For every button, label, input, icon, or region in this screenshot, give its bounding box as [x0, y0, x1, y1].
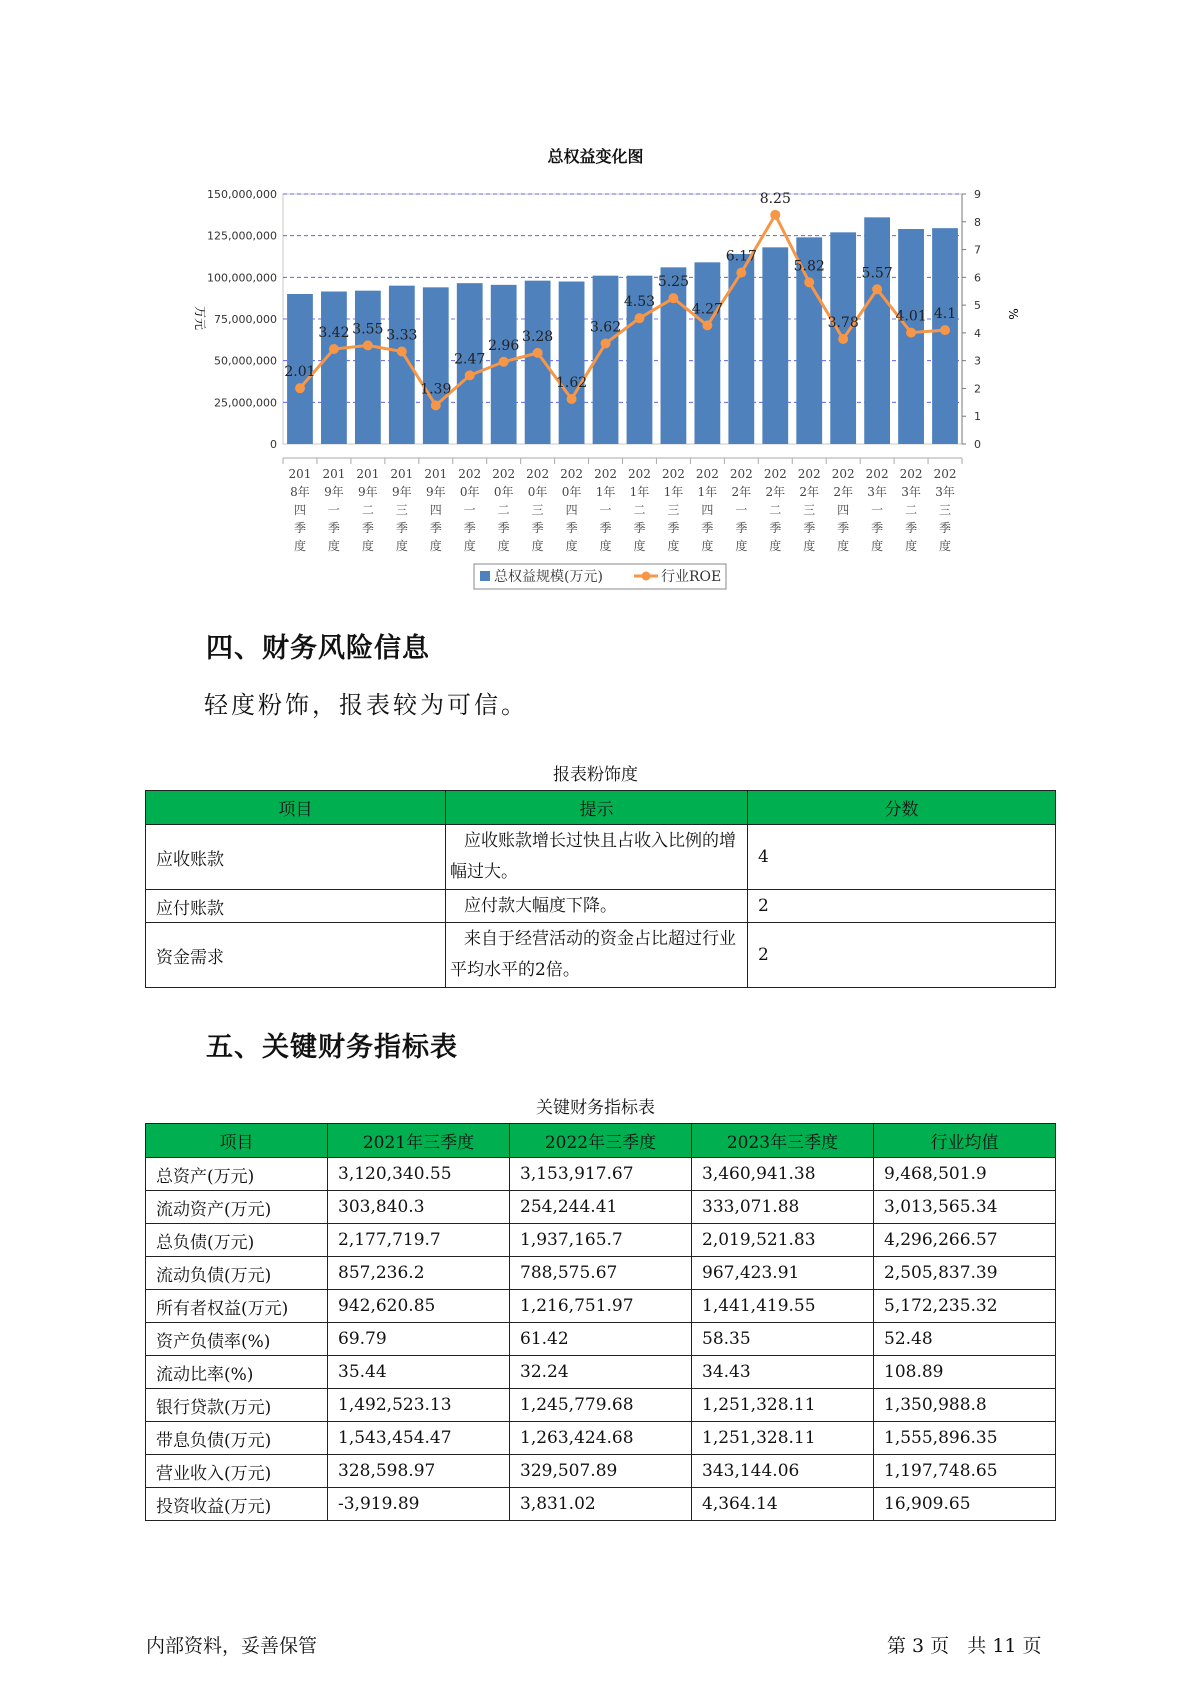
equity-bar	[525, 281, 551, 444]
x-tick-label: 202 2年四季度	[831, 467, 855, 553]
risk-header-score: 分数	[748, 791, 1056, 825]
kpi-header: 2023年三季度	[692, 1124, 874, 1158]
y-left-tick-label: 150,000,000	[207, 188, 277, 201]
x-tick-label: 202 2年三季度	[797, 467, 821, 553]
x-tick-label: 202 0年四季度	[560, 467, 584, 553]
kpi-value: 2,177,719.7	[328, 1224, 510, 1257]
y-right-tick-label: 0	[974, 438, 981, 451]
roe-data-label: 2.01	[284, 364, 316, 381]
kpi-value: 5,172,235.32	[874, 1290, 1056, 1323]
section4-heading: 四、财务风险信息	[206, 633, 430, 664]
kpi-value: 1,216,751.97	[510, 1290, 692, 1323]
risk-item: 应收账款	[146, 825, 446, 890]
roe-data-label: 1.62	[555, 375, 588, 391]
risk-summary: 轻度粉饰，报表较为可信。	[204, 691, 528, 719]
kpi-item: 总负债(万元)	[146, 1224, 328, 1257]
kpi-value: 4,296,266.57	[874, 1224, 1056, 1257]
kpi-value: 1,263,424.68	[510, 1422, 692, 1455]
roe-data-label: 2.96	[488, 337, 520, 354]
roe-point	[363, 340, 373, 350]
table-row	[146, 923, 1056, 988]
risk-hint: 应收账款增长过快且占收入比例的增幅过大。	[446, 825, 748, 890]
roe-data-label: 4.53	[623, 294, 656, 311]
x-tick-label: 202 1年四季度	[695, 467, 719, 553]
roe-point	[702, 320, 712, 330]
roe-point	[668, 293, 678, 303]
risk-header-hint: 提示	[446, 791, 748, 825]
y-left-tick-label: 50,000,000	[214, 354, 277, 368]
roe-point	[872, 284, 882, 294]
kpi-value: 16,909.65	[874, 1488, 1056, 1521]
y-right-tick-label: 1	[974, 410, 981, 424]
roe-data-label: 3.62	[589, 319, 622, 336]
roe-point	[329, 344, 339, 354]
roe-point	[295, 383, 305, 393]
legend-bar-label: 总权益规模(万元)	[494, 569, 603, 585]
kpi-item: 银行贷款(万元)	[146, 1389, 328, 1422]
x-tick-label: 202 0年二季度	[492, 467, 516, 553]
risk-header-item: 项目	[146, 791, 446, 825]
kpi-value: 788,575.67	[510, 1257, 692, 1290]
table-row	[146, 1290, 1056, 1323]
kpi-value: 1,492,523.13	[328, 1389, 510, 1422]
y-right-axis-title: %	[1006, 308, 1020, 320]
kpi-value: 34.43	[692, 1356, 874, 1389]
kpi-header: 2021年三季度	[328, 1124, 510, 1158]
roe-data-label: 4.1	[933, 306, 957, 323]
x-tick-label: 202 2年二季度	[763, 467, 787, 553]
kpi-value: 333,071.88	[692, 1191, 874, 1224]
y-right-tick-label: 8	[974, 215, 981, 229]
table-row	[146, 1356, 1056, 1389]
kpi-value: 52.48	[874, 1323, 1056, 1356]
roe-point	[465, 370, 475, 380]
kpi-value: 9,468,501.9	[874, 1158, 1056, 1191]
y-right-tick-label: 6	[974, 271, 981, 285]
x-tick-label: 202 2年一季度	[729, 467, 753, 553]
x-tick-label: 202 1年一季度	[594, 467, 617, 553]
equity-bar	[355, 291, 381, 444]
table-row	[146, 1224, 1056, 1257]
y-left-tick-label: 75,000,000	[214, 313, 277, 326]
y-right-tick-label: 7	[974, 243, 981, 257]
kpi-value: 1,251,328.11	[692, 1422, 874, 1455]
kpi-value: -3,919.89	[328, 1488, 510, 1521]
equity-bar	[423, 287, 449, 444]
kpi-header: 2022年三季度	[510, 1124, 692, 1158]
kpi-value: 1,441,419.55	[692, 1290, 874, 1323]
kpi-value: 58.35	[692, 1323, 874, 1356]
roe-data-label: 3.55	[352, 321, 384, 338]
table-row	[146, 1455, 1056, 1488]
kpi-value: 857,236.2	[328, 1257, 510, 1290]
kpi-item: 投资收益(万元)	[146, 1488, 328, 1521]
kpi-item: 所有者权益(万元)	[146, 1290, 328, 1323]
kpi-value: 108.89	[874, 1356, 1056, 1389]
risk-item: 资金需求	[146, 923, 446, 988]
kpi-item: 资产负债率(%)	[146, 1323, 328, 1356]
table-row	[146, 890, 1056, 923]
kpi-value: 1,197,748.65	[874, 1455, 1056, 1488]
kpi-value: 942,620.85	[328, 1290, 510, 1323]
kpi-item: 流动资产(万元)	[146, 1191, 328, 1224]
kpi-value: 2,019,521.83	[692, 1224, 874, 1257]
kpi-item: 流动负债(万元)	[146, 1257, 328, 1290]
kpi-value: 1,350,988.8	[874, 1389, 1056, 1422]
x-tick-label: 202 0年三季度	[526, 467, 550, 553]
kpi-value: 1,555,896.35	[874, 1422, 1056, 1455]
roe-point	[634, 313, 644, 323]
equity-bar	[694, 262, 720, 444]
y-left-axis-title: 万元	[193, 305, 207, 331]
roe-data-label: 4.01	[895, 308, 927, 325]
x-tick-label: 201 9年二季度	[356, 467, 380, 553]
y-right-tick-label: 3	[974, 354, 981, 368]
risk-table-caption: 报表粉饰度	[553, 765, 638, 785]
kpi-value: 3,460,941.38	[692, 1158, 874, 1191]
roe-data-label: 3.28	[522, 328, 554, 345]
roe-point	[906, 328, 916, 338]
roe-data-label: 1.39	[420, 381, 452, 398]
legend-line-label: 行业ROE	[661, 569, 722, 585]
roe-point	[431, 400, 441, 410]
footer-note: 内部资料，妥善保管	[146, 1635, 318, 1657]
risk-hint: 应付款大幅度下降。	[446, 890, 748, 923]
kpi-item: 带息负债(万元)	[146, 1422, 328, 1455]
equity-bar	[728, 254, 754, 444]
kpi-item: 流动比率(%)	[146, 1356, 328, 1389]
kpi-item: 营业收入(万元)	[146, 1455, 328, 1488]
roe-data-label: 3.42	[318, 325, 350, 341]
equity-bar	[932, 228, 958, 444]
y-left-tick-label: 25,000,000	[214, 396, 277, 410]
y-right-tick-label: 4	[974, 326, 981, 340]
roe-data-label: 8.25	[759, 190, 791, 207]
roe-data-label: 2.47	[454, 351, 486, 368]
kpi-value: 32.24	[510, 1356, 692, 1389]
roe-data-label: 3.78	[827, 315, 859, 331]
table-row	[146, 1158, 1056, 1191]
kpi-value: 1,543,454.47	[328, 1422, 510, 1455]
equity-chart	[0, 0, 1191, 600]
kpi-value: 967,423.91	[692, 1257, 874, 1290]
y-left-tick-label: 125,000,000	[207, 229, 277, 243]
roe-point	[499, 357, 509, 367]
kpi-table	[145, 1123, 1056, 1521]
y-left-tick-label: 100,000,000	[207, 271, 277, 285]
y-left-tick-label: 0	[270, 438, 277, 451]
risk-hint: 来自于经营活动的资金占比超过行业平均水平的2倍。	[446, 923, 748, 988]
table-row	[146, 1389, 1056, 1422]
kpi-table-caption: 关键财务指标表	[536, 1098, 655, 1118]
roe-point	[567, 394, 577, 404]
kpi-value: 1,251,328.11	[692, 1389, 874, 1422]
risk-score: 4	[748, 825, 1056, 890]
legend-line-marker	[642, 572, 651, 581]
x-tick-label: 202 1年二季度	[628, 467, 651, 553]
roe-data-label: 5.57	[861, 265, 893, 282]
kpi-value: 303,840.3	[328, 1191, 510, 1224]
x-tick-label: 201 8年四季度	[288, 467, 312, 553]
roe-point	[838, 334, 848, 344]
kpi-value: 1,245,779.68	[510, 1389, 692, 1422]
kpi-value: 1,937,165.7	[510, 1224, 692, 1257]
table-row	[146, 1257, 1056, 1290]
table-row	[146, 1422, 1056, 1455]
kpi-value: 343,144.06	[692, 1455, 874, 1488]
x-tick-label: 202 1年三季度	[661, 467, 685, 553]
kpi-value: 3,153,917.67	[510, 1158, 692, 1191]
kpi-value: 4,364.14	[692, 1488, 874, 1521]
roe-point	[940, 325, 950, 335]
table-row	[146, 1488, 1056, 1521]
kpi-value: 69.79	[328, 1323, 510, 1356]
kpi-value: 3,013,565.34	[874, 1191, 1056, 1224]
kpi-value: 3,120,340.55	[328, 1158, 510, 1191]
x-tick-label: 202 0年一季度	[458, 467, 482, 553]
risk-score: 2	[748, 923, 1056, 988]
kpi-value: 3,831.02	[510, 1488, 692, 1521]
table-row	[146, 1323, 1056, 1356]
kpi-value: 254,244.41	[510, 1191, 692, 1224]
roe-point	[804, 277, 814, 287]
x-tick-label: 202 3年三季度	[933, 467, 957, 553]
kpi-value: 61.42	[510, 1323, 692, 1356]
roe-data-label: 4.27	[691, 301, 723, 318]
kpi-value: 329,507.89	[510, 1455, 692, 1488]
kpi-value: 328,598.97	[328, 1455, 510, 1488]
equity-bar	[559, 282, 585, 445]
equity-bar	[321, 292, 347, 445]
legend-bar-swatch	[480, 571, 490, 581]
equity-bar	[864, 217, 890, 444]
roe-point	[601, 338, 611, 348]
y-right-tick-label: 2	[974, 382, 981, 396]
roe-data-label: 3.33	[386, 327, 418, 344]
x-tick-label: 201 9年三季度	[390, 467, 414, 553]
roe-data-label: 6.17	[725, 248, 757, 265]
roe-data-label: 5.25	[657, 274, 690, 291]
table-row	[146, 1191, 1056, 1224]
kpi-header: 行业均值	[874, 1124, 1056, 1158]
roe-point	[770, 210, 780, 220]
roe-point	[533, 348, 543, 358]
section5-heading: 五、关键财务指标表	[206, 1032, 458, 1063]
roe-data-label: 5.82	[793, 258, 825, 275]
kpi-item: 总资产(万元)	[146, 1158, 328, 1191]
risk-item: 应付账款	[146, 890, 446, 923]
equity-bar	[762, 247, 788, 444]
page-number: 第 3 页 共 11 页	[887, 1635, 1042, 1657]
y-right-tick-label: 9	[974, 188, 981, 201]
roe-point	[397, 347, 407, 357]
kpi-header: 项目	[146, 1124, 328, 1158]
y-right-tick-label: 5	[974, 299, 981, 313]
x-tick-label: 201 9年一季度	[322, 467, 346, 553]
table-row	[146, 825, 1056, 890]
x-tick-label: 202 3年一季度	[865, 467, 889, 553]
risk-score: 2	[748, 890, 1056, 923]
kpi-value: 35.44	[328, 1356, 510, 1389]
risk-table	[145, 790, 1056, 988]
x-tick-label: 201 9年四季度	[424, 467, 448, 553]
chart-title: 总权益变化图	[547, 147, 644, 166]
x-tick-label: 202 3年二季度	[899, 467, 923, 553]
roe-point	[736, 268, 746, 278]
kpi-value: 2,505,837.39	[874, 1257, 1056, 1290]
